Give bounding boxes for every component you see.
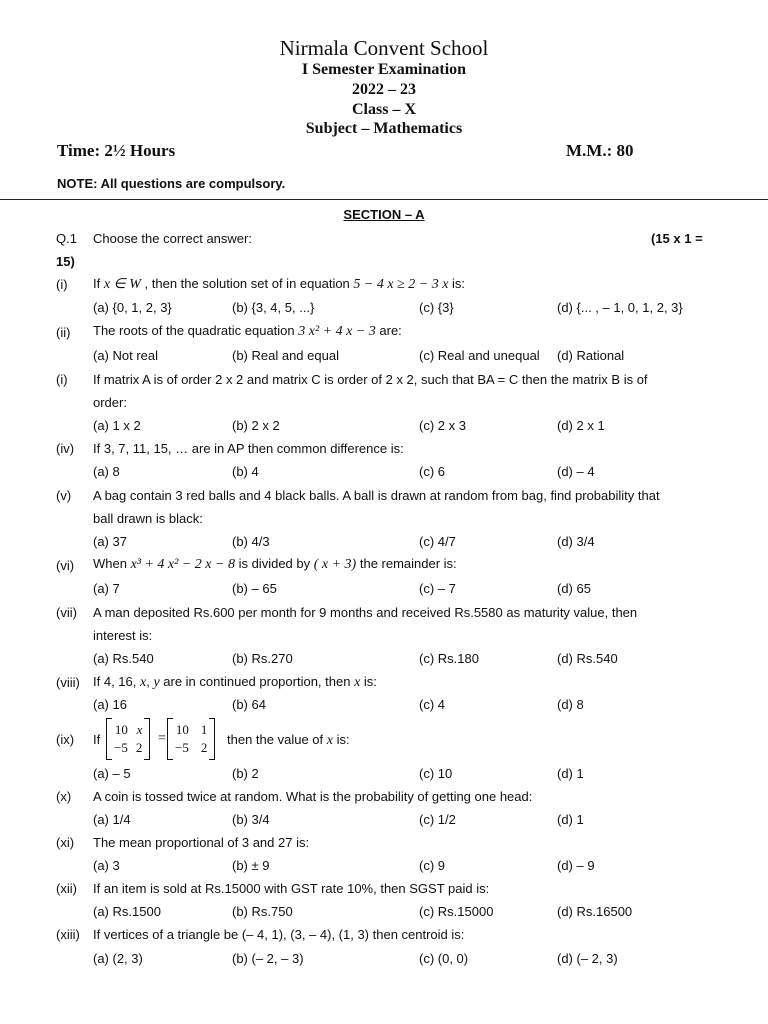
option-a: (a) Not real [93, 348, 159, 363]
marks-allocation: (15 x 1 = [651, 231, 703, 246]
matrix-cell: 2 [135, 740, 143, 755]
option-a: (a) Rs.1500 [93, 904, 161, 919]
question-number: Q.1 [56, 231, 77, 246]
option-d: (d) {... , – 1, 0, 1, 2, 3} [557, 300, 683, 315]
marks-allocation-cont: 15) [56, 254, 75, 269]
item-number: (vii) [56, 605, 77, 620]
question-text-cont: order: [93, 395, 127, 410]
equals-sign: = [158, 731, 166, 746]
note-text: NOTE: All questions are compulsory. [57, 176, 286, 191]
matrix-cell: 10 [114, 722, 128, 737]
item-number: (xii) [56, 881, 77, 896]
max-marks: M.M.: 80 [566, 141, 634, 160]
option-c: (c) (0, 0) [419, 951, 469, 966]
question-text: If matrix A is of order 2 x 2 and matrix C is order of 2 x 2, such that BA = C then the matrix B is of [93, 372, 648, 387]
subject-label: Subject – Mathematics [305, 120, 463, 137]
item-number: (viii) [56, 675, 80, 690]
option-b: (b) Rs.270 [232, 651, 293, 666]
option-c: (c) 4/7 [419, 534, 456, 549]
option-b: (b) Rs.750 [232, 904, 293, 919]
option-a: (a) 7 [93, 581, 120, 596]
option-b: (b) 4/3 [232, 534, 270, 549]
option-a: (a) (2, 3) [93, 951, 143, 966]
option-c: (c) 2 x 3 [419, 418, 466, 433]
item-number: (vi) [56, 558, 75, 573]
matrix-cell: x [136, 722, 143, 737]
option-c: (c) 4 [419, 697, 445, 712]
item-number: (iv) [56, 441, 75, 456]
option-c: (c) – 7 [419, 581, 456, 596]
option-d: (d) Rational [557, 348, 625, 363]
section-title: SECTION – A [343, 207, 425, 222]
option-a: (a) 1 x 2 [93, 418, 141, 433]
matrix-cell: 10 [175, 722, 189, 737]
question-text: A man deposited Rs.600 per month for 9 months and received Rs.5580 as maturity value, then [93, 605, 638, 620]
option-c: (c) {3} [419, 300, 454, 315]
item-number: (i) [56, 277, 68, 292]
question-text: The roots of the quadratic equation 3 x² + 4 x − 3 are: [93, 323, 402, 339]
option-d: (d) – 9 [557, 858, 595, 873]
option-d: (d) 3/4 [557, 534, 595, 549]
question-text-cont: ball drawn is black: [93, 511, 203, 526]
question-text: The mean proportional of 3 and 27 is: [93, 835, 310, 850]
option-d: (d) 65 [557, 581, 591, 596]
item-number: (v) [56, 488, 72, 503]
option-c: (c) Rs.15000 [419, 904, 494, 919]
option-d: (d) Rs.540 [557, 651, 618, 666]
option-c: (c) 6 [419, 464, 445, 479]
question-text: If [93, 732, 101, 747]
time-label: Time: 2½ Hours [57, 141, 176, 160]
matrix-left [106, 718, 150, 760]
option-b: (b) 3/4 [232, 812, 270, 827]
question-text: If vertices of a triangle be (– 4, 1), (3, – 4), (1, 3) then centroid is: [93, 927, 465, 942]
question-text: Choose the correct answer: [93, 231, 252, 246]
option-d: (d) Rs.16500 [557, 904, 633, 919]
class-label: Class – X [351, 101, 416, 118]
option-b: (b) {3, 4, 5, ...} [232, 300, 315, 315]
matrix-cell: −5 [175, 740, 189, 755]
option-d: (d) – 4 [557, 464, 595, 479]
option-a: (a) 1/4 [93, 812, 131, 827]
option-b: (b) 2 [232, 766, 259, 781]
question-text: When x³ + 4 x² − 2 x − 8 is divided by ( x + 3) the remainder is: [93, 556, 457, 572]
option-b: (b) 64 [232, 697, 266, 712]
item-number: (xiii) [56, 927, 80, 942]
question-text: A bag contain 3 red balls and 4 black balls. A ball is drawn at random from bag, find probability that [93, 488, 660, 503]
question-text: If 4, 16, x, y are in continued proportion, then x is: [93, 674, 377, 690]
option-d: (d) (– 2, 3) [557, 951, 618, 966]
question-text: If an item is sold at Rs.15000 with GST rate 10%, then SGST paid is: [93, 881, 490, 896]
item-number: (xi) [56, 835, 75, 850]
question-text: A coin is tossed twice at random. What is the probability of getting one head: [93, 789, 533, 804]
option-c: (c) Rs.180 [419, 651, 479, 666]
option-d: (d) 1 [557, 812, 584, 827]
bracket-right-icon [209, 718, 215, 760]
matrix-cell: 1 [200, 722, 208, 737]
option-c: (c) 10 [419, 766, 453, 781]
question-text-cont: then the value of x is: [227, 732, 350, 748]
option-a: (a) {0, 1, 2, 3} [93, 300, 172, 315]
school-name: Nirmala Convent School [279, 36, 489, 60]
item-number: (ii) [56, 325, 71, 340]
option-b: (b) – 65 [232, 581, 277, 596]
question-text-cont: interest is: [93, 628, 153, 643]
item-number: (i) [56, 372, 68, 387]
item-number: (ix) [56, 732, 75, 747]
option-d: (d) 1 [557, 766, 584, 781]
matrix-cell: −5 [114, 740, 128, 755]
question-text: If x ∈ W , then the solution set of in equation 5 − 4 x ≥ 2 − 3 x is: [93, 276, 466, 292]
bracket-right-icon [144, 718, 150, 760]
academic-year: 2022 – 23 [352, 81, 416, 98]
option-a: (a) Rs.540 [93, 651, 154, 666]
question-text: If 3, 7, 11, 15, … are in AP then common difference is: [93, 441, 404, 456]
option-a: (a) 8 [93, 464, 120, 479]
option-b: (b) 4 [232, 464, 259, 479]
exam-title: I Semester Examination [301, 61, 467, 78]
option-d: (d) 2 x 1 [557, 418, 605, 433]
option-b: (b) 2 x 2 [232, 418, 280, 433]
option-a: (a) – 5 [93, 766, 131, 781]
option-b: (b) Real and equal [232, 348, 339, 363]
matrix-cell: 2 [200, 740, 208, 755]
option-c: (c) Real and unequal [419, 348, 540, 363]
option-b: (b) (– 2, – 3) [232, 951, 304, 966]
item-number: (x) [56, 789, 72, 804]
divider [0, 199, 768, 200]
option-c: (c) 1/2 [419, 812, 456, 827]
matrix-right [167, 718, 215, 760]
option-c: (c) 9 [419, 858, 445, 873]
option-a: (a) 16 [93, 697, 127, 712]
option-d: (d) 8 [557, 697, 584, 712]
option-b: (b) ± 9 [232, 858, 270, 873]
option-a: (a) 37 [93, 534, 127, 549]
option-a: (a) 3 [93, 858, 120, 873]
